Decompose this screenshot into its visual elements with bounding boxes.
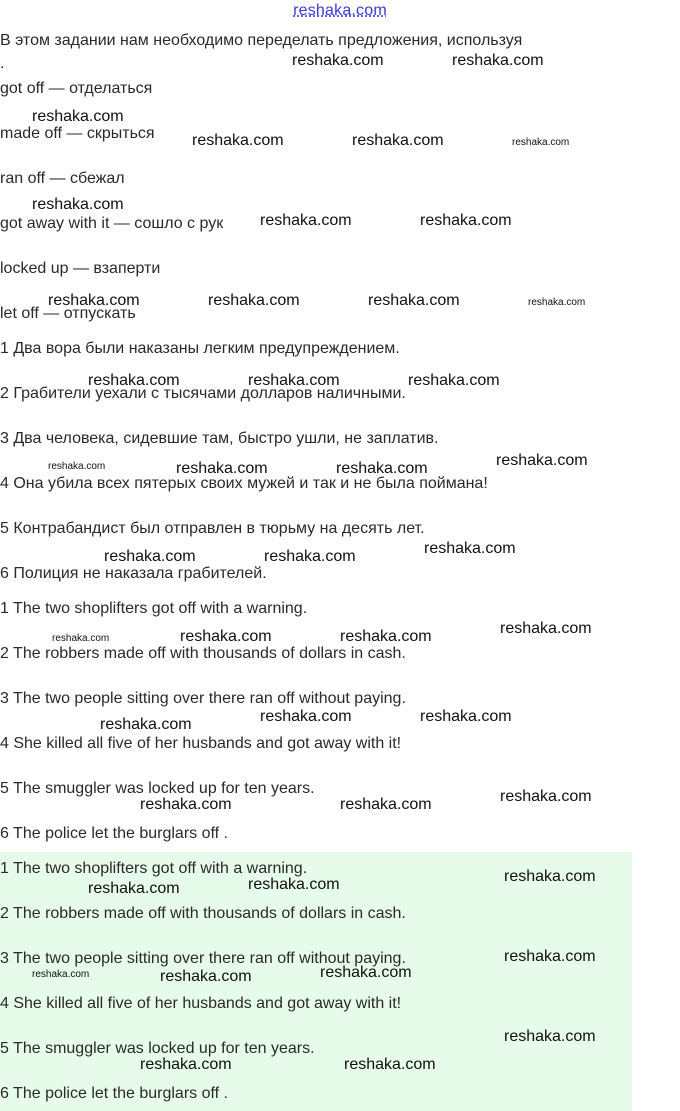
watermark: reshaka.com xyxy=(140,796,232,813)
task-description: В этом задании нам необходимо переделать предложения, используя xyxy=(0,32,523,49)
watermark: reshaka.com xyxy=(104,548,196,565)
vocab-item: let off — отпускать xyxy=(0,305,136,322)
watermark: reshaka.com xyxy=(208,292,300,309)
watermark: reshaka.com xyxy=(500,620,592,637)
watermark: reshaka.com xyxy=(424,540,516,557)
watermark: reshaka.com xyxy=(408,372,500,389)
answer-sentence: 2 The robbers made off with thousands of dollars in cash. xyxy=(0,905,406,922)
answer-sentence: 1 The two shoplifters got off with a warning. xyxy=(0,860,308,877)
watermark: reshaka.com xyxy=(500,788,592,805)
watermark: reshaka.com xyxy=(420,212,512,229)
vocab-item: ran off — сбежал xyxy=(0,170,125,187)
site-title[interactable]: reshaka.com xyxy=(293,2,387,19)
russian-sentence: 6 Полиция не наказала грабителей. xyxy=(0,565,267,582)
watermark: reshaka.com xyxy=(248,372,340,389)
watermark: reshaka.com xyxy=(340,796,432,813)
watermark: reshaka.com xyxy=(48,292,140,309)
english-sentence: 6 The police let the burglars off . xyxy=(0,825,228,842)
watermark: reshaka.com xyxy=(260,708,352,725)
vocab-item: locked up — взаперти xyxy=(0,260,161,277)
watermark: reshaka.com xyxy=(32,969,90,980)
watermark: reshaka.com xyxy=(504,868,596,885)
russian-sentence: 1 Два вора были наказаны легким предупреждением. xyxy=(0,340,400,357)
watermark: reshaka.com xyxy=(176,460,268,477)
watermark: reshaka.com xyxy=(32,196,124,213)
watermark: reshaka.com xyxy=(496,452,588,469)
watermark: reshaka.com xyxy=(292,52,384,69)
watermark: reshaka.com xyxy=(100,716,192,733)
english-sentence: 5 The smuggler was locked up for ten years. xyxy=(0,780,315,797)
watermark: reshaka.com xyxy=(140,1056,232,1073)
watermark: reshaka.com xyxy=(504,1028,596,1045)
watermark: reshaka.com xyxy=(52,633,110,644)
watermark: reshaka.com xyxy=(88,880,180,897)
watermark: reshaka.com xyxy=(260,212,352,229)
watermark: reshaka.com xyxy=(248,876,340,893)
english-sentence: 3 The two people sitting over there ran off without paying. xyxy=(0,690,406,707)
english-sentence: 1 The two shoplifters got off with a warning. xyxy=(0,600,308,617)
english-sentence: 4 She killed all five of her husbands and got away with it! xyxy=(0,735,402,752)
watermark: reshaka.com xyxy=(368,292,460,309)
vocab-item: got away with it — сошло с рук xyxy=(0,215,224,232)
watermark: reshaka.com xyxy=(420,708,512,725)
watermark: reshaka.com xyxy=(512,137,570,148)
watermark: reshaka.com xyxy=(32,108,124,125)
watermark: reshaka.com xyxy=(336,460,428,477)
watermark: reshaka.com xyxy=(452,52,544,69)
russian-sentence: 2 Грабители уехали с тысячами долларов наличными. xyxy=(0,385,406,402)
watermark: reshaka.com xyxy=(344,1056,436,1073)
watermark: reshaka.com xyxy=(340,628,432,645)
answer-sentence: 3 The two people sitting over there ran off without paying. xyxy=(0,950,406,967)
russian-sentence: 5 Контрабандист был отправлен в тюрьму на десять лет. xyxy=(0,520,425,537)
watermark: reshaka.com xyxy=(48,461,106,472)
watermark: reshaka.com xyxy=(160,968,252,985)
watermark: reshaka.com xyxy=(88,372,180,389)
russian-sentence: 3 Два человека, сидевшие там, быстро ушли, не заплатив. xyxy=(0,430,439,447)
watermark: reshaka.com xyxy=(264,548,356,565)
watermark: reshaka.com xyxy=(352,132,444,149)
watermark: reshaka.com xyxy=(192,132,284,149)
russian-sentence: 4 Она убила всех пятерых своих мужей и так и не была поймана! xyxy=(0,475,488,492)
watermark: reshaka.com xyxy=(504,948,596,965)
answer-sentence: 4 She killed all five of her husbands and got away with it! xyxy=(0,995,402,1012)
vocab-item: got off — отделаться xyxy=(0,80,153,97)
answer-sentence: 5 The smuggler was locked up for ten years. xyxy=(0,1040,315,1057)
answer-sentence: 6 The police let the burglars off . xyxy=(0,1085,228,1102)
vocab-item: made off — скрыться xyxy=(0,125,155,142)
watermark: reshaka.com xyxy=(320,964,412,981)
english-sentence: 2 The robbers made off with thousands of dollars in cash. xyxy=(0,645,406,662)
watermark: reshaka.com xyxy=(180,628,272,645)
task-description-end: . xyxy=(0,55,5,72)
watermark: reshaka.com xyxy=(528,297,586,308)
